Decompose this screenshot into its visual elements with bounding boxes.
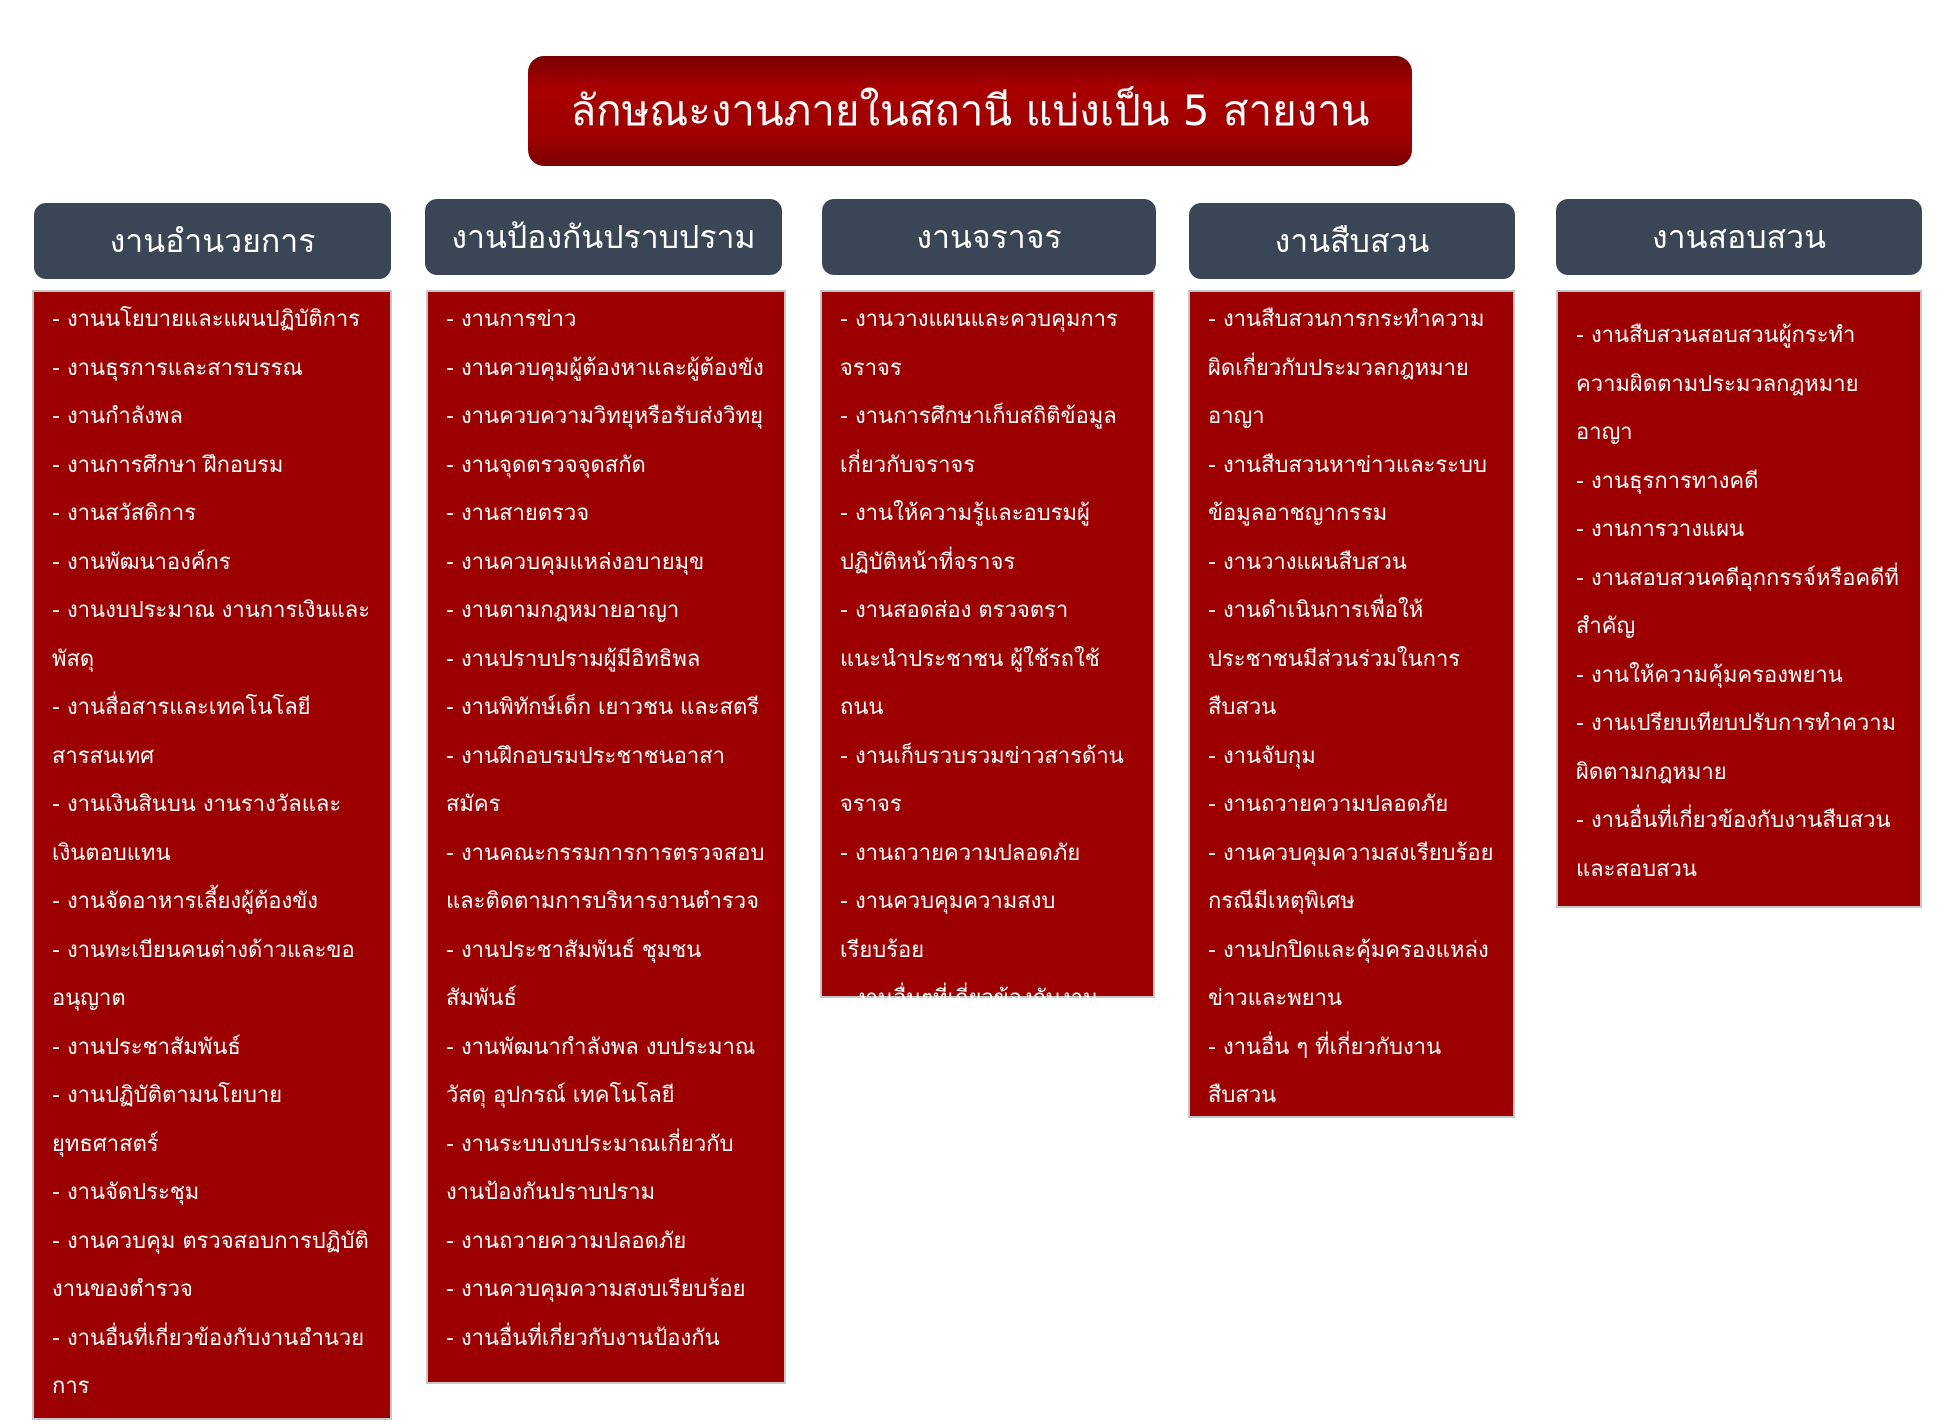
list-item: - งานการวางแผน <box>1576 506 1902 555</box>
list-item: - งานสวัสดิการ <box>52 490 372 539</box>
list-item: - งานนโยบายและแผนปฏิบัติการ <box>52 296 372 345</box>
list-item: - งานควบคุม ตรวจสอบการปฏิบัติงานของตำรวจ <box>52 1218 372 1315</box>
list-item: - งานจัดอาหารเลี้ยงผู้ต้องขัง <box>52 878 372 927</box>
list-item: - งานอื่นที่เกี่ยวข้องกับงานอำนวยการ <box>52 1315 372 1412</box>
list-item: - งานการศึกษา ฝึกอบรม <box>52 442 372 491</box>
list-item: - งานสายตรวจ <box>446 490 766 539</box>
header-prevention-suppression: งานป้องกันปราบปราม <box>425 199 782 275</box>
list-item: - งานกำลังพล <box>52 393 372 442</box>
list-item: - งานควบคุมความสงบเรียบร้อย <box>446 1266 766 1315</box>
list-item: - งานพัฒนากำลังพล งบประมาณ วัสดุ อุปกรณ์ เทคโนโลยี <box>446 1024 766 1121</box>
list-item: - งานดำเนินการเพื่อให้ประชาชนมีส่วนร่วมในการสืบสวน <box>1208 587 1495 733</box>
list-item: - งานควบคุมแหล่งอบายมุข <box>446 539 766 588</box>
list-item: - งานจับกุม <box>1208 733 1495 782</box>
list-item: - งานสอบสวนคดีอุกกรรจ์หรือคดีที่สำคัญ <box>1576 555 1902 652</box>
header-traffic: งานจราจร <box>822 199 1156 275</box>
list-item: - งานเก็บรวบรวมข่าวสารด้านจราจร <box>840 733 1135 830</box>
column-administration <box>32 290 392 1420</box>
column-prevention-suppression <box>426 290 786 1384</box>
header-investigation: งานสืบสวน <box>1189 203 1515 279</box>
header-administration: งานอำนวยการ <box>34 203 391 279</box>
list-item: - งานพิทักษ์เด็ก เยาวชน และสตรี <box>446 684 766 733</box>
list-item: - งานปกปิดและคุ้มครองแหล่งข่าวและพยาน <box>1208 927 1495 1024</box>
list-item: - งานถวายความปลอดภัย <box>840 830 1135 879</box>
header-inquiry: งานสอบสวน <box>1556 199 1922 275</box>
list-item: - งานจุดตรวจจุดสกัด <box>446 442 766 491</box>
column-traffic <box>820 290 1155 1011</box>
list-item: - งานอื่นๆที่เกี่ยวข้องกับงาน <box>840 975 1135 1024</box>
list-item: - งานวางแผนและควบคุมการจราจร <box>840 296 1135 393</box>
list-item: - งานธุรการทางคดี <box>1576 458 1902 507</box>
list-item: - งานให้ความคุ้มครองพยาน <box>1576 652 1902 701</box>
list-item: - งานตามกฎหมายอาญา <box>446 587 766 636</box>
list-item: - งานสืบสวนการกระทำความผิดเกี่ยวกับประมวลกฎหมายอาญา <box>1208 296 1495 442</box>
list-item: - งานสืบสวนหาข่าวและระบบข้อมูลอาชญากรรม <box>1208 442 1495 539</box>
list-item: - งานถวายความปลอดภัย <box>1208 781 1495 830</box>
column-inquiry <box>1556 290 1922 908</box>
page-title: ลักษณะงานภายในสถานี แบ่งเป็น 5 สายงาน <box>528 56 1412 166</box>
list-item: - งานคณะกรรมการการตรวจสอบและติดตามการบริหารงานตำรวจ <box>446 830 766 927</box>
list-item: - งานควบคุมความสงบเรียบร้อย <box>840 878 1135 975</box>
list-item: - งานพัฒนาองค์กร <box>52 539 372 588</box>
list-item: - งานการศึกษาเก็บสถิติข้อมูลเกี่ยวกับจราจร <box>840 393 1135 490</box>
list-item: - งานจัดประชุม <box>52 1169 372 1218</box>
list-item: - งานอื่น ๆ ที่เกี่ยวกับงานสืบสวน <box>1208 1024 1495 1121</box>
column-investigation <box>1188 290 1515 1118</box>
list-item: - งานวางแผนสืบสวน <box>1208 539 1495 588</box>
list-item: - งานเปรียบเทียบปรับการทำความผิดตามกฎหมาย <box>1576 700 1902 797</box>
list-item: - งานฝึกอบรมประชาชนอาสาสมัคร <box>446 733 766 830</box>
list-item: - งานงบประมาณ งานการเงินและพัสดุ <box>52 587 372 684</box>
list-item: - งานให้ความรู้และอบรมผู้ปฏิบัติหน้าที่จราจร <box>840 490 1135 587</box>
list-item: - งานอื่นที่เกี่ยวข้องกับงานสืบสวนและสอบสวน <box>1576 797 1902 894</box>
list-item: - งานทะเบียนคนต่างด้าวและขออนุญาต <box>52 927 372 1024</box>
list-item: - งานสืบสวนสอบสวนผู้กระทำความผิดตามประมวลกฎหมายอาญา <box>1576 312 1902 458</box>
list-item: - งานควบคุมผู้ต้องหาและผู้ต้องขัง <box>446 345 766 394</box>
list-item: - งานควบความวิทยุหรือรับส่งวิทยุ <box>446 393 766 442</box>
list-item: - งานปฏิบัติตามนโยบายยุทธศาสตร์ <box>52 1072 372 1169</box>
list-item: - งานธุรการและสารบรรณ <box>52 345 372 394</box>
list-item: - งานการข่าว <box>446 296 766 345</box>
list-item: - งานควบคุมความสงเรียบร้อยกรณีมีเหตุพิเศษ <box>1208 830 1495 927</box>
list-item: - งานปราบปรามผู้มีอิทธิพล <box>446 636 766 685</box>
list-item: - งานระบบงบประมาณเกี่ยวกับงานป้องกันปราบปราม <box>446 1121 766 1218</box>
list-item: - งานประชาสัมพันธ์ ชุมชนสัมพันธ์ <box>446 927 766 1024</box>
list-item: - งานสอดส่อง ตรวจตรา แนะนำประชาชน ผู้ใช้รถใช้ถนน <box>840 587 1135 733</box>
list-item: - งานถวายความปลอดภัย <box>446 1218 766 1267</box>
list-item: - งานประชาสัมพันธ์ <box>52 1024 372 1073</box>
list-item: - งานสื่อสารและเทคโนโลยีสารสนเทศ <box>52 684 372 781</box>
list-item: - งานอื่นที่เกี่ยวกับงานป้องกัน <box>446 1315 766 1364</box>
list-item: - งานเงินสินบน งานรางวัลและเงินตอบแทน <box>52 781 372 878</box>
